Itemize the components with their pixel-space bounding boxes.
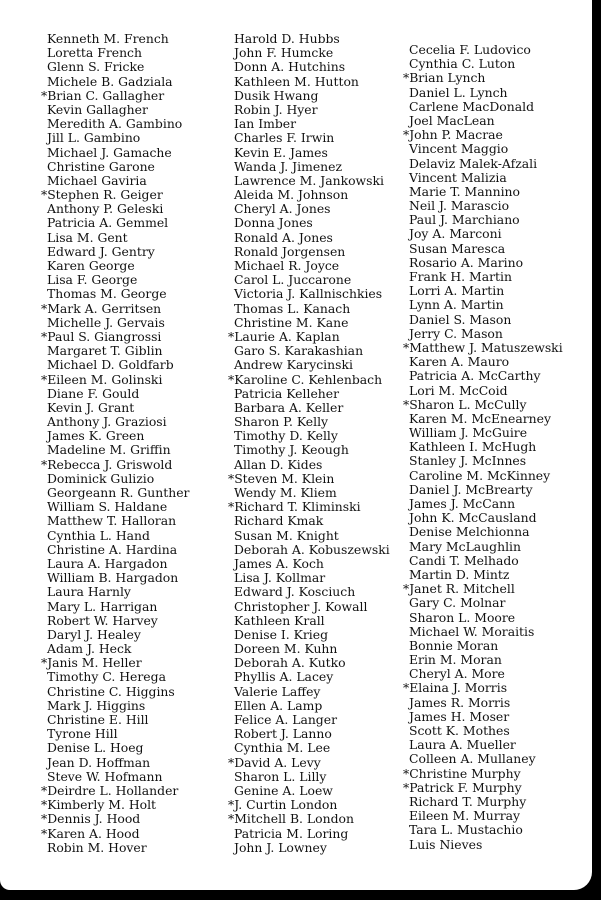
name-entry: Harold D. Hubbs	[234, 31, 340, 46]
name-entry: Margaret T. Giblin	[47, 343, 163, 359]
name-entry: Tyrone Hill	[47, 726, 118, 742]
name-entry: *Steven M. Klein	[228, 470, 335, 486]
name-entry: Robin M. Hover	[47, 839, 147, 855]
name-entry: Laura Harnly	[47, 584, 131, 600]
name-entry: Deborah A. Kutko	[234, 655, 346, 671]
name-entry: Thomas M. George	[47, 286, 167, 302]
name-entry: Ronald Jorgensen	[234, 243, 346, 259]
name-entry: Caroline M. McKinney	[409, 467, 551, 483]
name-entry: *J. Curtin London	[228, 797, 338, 813]
name-entry: James H. Moser	[409, 708, 510, 724]
name-entry: Timothy C. Herega	[47, 669, 166, 685]
name-entry: Susan Maresca	[409, 240, 506, 256]
name-entry: Timothy D. Kelly	[234, 428, 338, 444]
name-entry: Paul J. Marchiano	[409, 212, 520, 228]
name-entry: Bonnie Moran	[409, 637, 499, 653]
name-entry: James K. Green	[47, 428, 145, 444]
name-entry: Kathleen M. Hutton	[234, 73, 359, 89]
name-entry: Thomas L. Kanach	[234, 300, 351, 316]
name-entry: Donna Jones	[234, 215, 313, 231]
name-entry: Felice A. Langer	[234, 712, 337, 727]
name-entry: Meredith A. Gambino	[47, 116, 183, 132]
name-entry: Sharon P. Kelly	[234, 414, 329, 430]
name-entry: Lawrence M. Jankowski	[234, 172, 384, 188]
name-entry: Valerie Laffey	[234, 683, 321, 699]
name-entry: Deborah A. Kobuszewski	[234, 541, 390, 557]
name-entry: Michael Gaviria	[47, 172, 147, 188]
name-entry: Lisa F. George	[47, 272, 138, 288]
name-entry: *Stephen R. Geiger	[41, 187, 163, 203]
name-entry: Christine M. Kane	[234, 314, 349, 330]
name-entry: Luis Nieves	[409, 836, 483, 852]
name-entry: Cynthia L. Hand	[47, 527, 150, 543]
name-entry: *John P. Macrae	[403, 127, 503, 143]
name-entry: Colleen A. Mullaney	[409, 751, 536, 767]
name-entry: Robert W. Harvey	[47, 612, 158, 628]
name-entry: *Brian Lynch	[403, 70, 486, 86]
name-entry: Candi T. Melhado	[409, 552, 519, 568]
name-entry: Martin D. Mintz	[409, 566, 510, 582]
name-entry: Doreen M. Kuhn	[234, 641, 338, 657]
name-entry: Laura A. Mueller	[409, 737, 516, 753]
name-entry: *Deirdre L. Hollander	[41, 782, 179, 798]
name-entry: Michael J. Gamache	[47, 144, 172, 160]
name-entry: Patricia M. Loring	[234, 825, 349, 841]
name-entry: Joy A. Marconi	[409, 226, 502, 242]
name-entry: Neil J. Marascio	[409, 198, 510, 214]
name-entry: Dusik Hwang	[234, 87, 319, 103]
name-entry: Denise L. Hoeg	[47, 740, 144, 756]
name-entry: *Paul S. Giangrossi	[41, 328, 162, 344]
name-entry: Patricia A. Gemmel	[47, 215, 169, 231]
name-entry: *Karoline C. Kehlenbach	[228, 371, 383, 387]
name-entry: Susan M. Knight	[234, 527, 339, 543]
name-entry: Victoria J. Kallnischkies	[234, 286, 383, 302]
name-entry: Christine E. Hill	[47, 712, 149, 727]
name-entry: *Sharon L. McCully	[403, 396, 527, 412]
name-entry: Vincent Maggio	[409, 141, 509, 157]
name-entry: Gary C. Molnar	[409, 595, 506, 611]
name-entry: Lynn A. Martin	[409, 297, 504, 313]
name-column-1	[41, 31, 190, 855]
name-entry: Denise Melchionna	[409, 524, 530, 540]
name-entry: Jerry C. Mason	[409, 325, 503, 341]
name-entry: Michele B. Gadziala	[47, 73, 173, 89]
name-entry: *Elaina J. Morris	[403, 680, 508, 696]
name-entry: Cheryl A. More	[409, 666, 505, 682]
name-entry: Daniel J. McBrearty	[409, 481, 533, 497]
name-entry: Rosario A. Marino	[409, 254, 524, 270]
name-entry: Daryl J. Healey	[47, 626, 141, 642]
name-entry: Ellen A. Lamp	[234, 697, 323, 713]
name-entry: Garo S. Karakashian	[234, 343, 364, 359]
name-entry: Phyllis A. Lacey	[234, 669, 334, 685]
name-entry: Michael R. Joyce	[234, 258, 340, 273]
name-entry: Matthew T. Halloran	[47, 513, 177, 529]
name-entry: Kenneth M. French	[47, 31, 169, 46]
name-entry: Cynthia M. Lee	[234, 740, 331, 756]
name-entry: Anthony P. Geleski	[47, 201, 164, 217]
name-entry: James J. McCann	[409, 496, 516, 511]
name-column-2	[228, 31, 390, 855]
name-entry: Cynthia C. Luton	[409, 56, 516, 72]
name-entry: Eileen M. Murray	[409, 808, 521, 824]
name-entry: John J. Lowney	[234, 839, 327, 855]
name-entry: Charles F. Irwin	[234, 130, 335, 146]
name-entry: Andrew Karycinski	[234, 357, 353, 373]
name-entry: Robin J. Hyer	[234, 101, 318, 117]
name-entry: Timothy J. Keough	[234, 442, 349, 458]
name-entry: *Rebecca J. Griswold	[41, 456, 173, 472]
name-entry: Lorri A. Martin	[409, 283, 505, 299]
name-entry: Patricia Kelleher	[234, 385, 340, 401]
name-entry: James R. Morris	[409, 694, 511, 710]
name-entry: Michael W. Moraitis	[409, 623, 535, 639]
name-entry: Kathleen Krall	[234, 612, 325, 628]
name-entry: Michelle J. Gervais	[47, 314, 165, 330]
name-entry: Daniel L. Lynch	[409, 84, 508, 100]
name-entry: Patricia A. McCarthy	[409, 368, 541, 384]
name-entry: Stanley J. McInnes	[409, 453, 527, 469]
name-entry: *Laurie A. Kaplan	[228, 328, 340, 344]
name-entry: Michael D. Goldfarb	[47, 357, 174, 373]
name-entry: Lori M. McCoid	[409, 382, 508, 398]
name-entry: *Dennis J. Hood	[41, 811, 141, 827]
name-entry: Jill L. Gambino	[47, 130, 141, 146]
name-entry: William S. Haldane	[47, 499, 168, 515]
name-entry: Loretta French	[47, 45, 142, 61]
name-entry: *David A. Levy	[228, 754, 321, 770]
name-entry: Dominick Gulizio	[47, 470, 155, 486]
name-entry: Jean D. Hoffman	[47, 754, 151, 770]
name-entry: Wendy M. Kliem	[234, 485, 337, 500]
name-entry: Lisa J. Kollmar	[234, 570, 326, 586]
name-entry: Joel MacLean	[409, 112, 495, 128]
name-entry: Donn A. Hutchins	[234, 59, 346, 75]
name-entry: Christine Garone	[47, 158, 155, 174]
name-entry: Ronald A. Jones	[234, 229, 333, 245]
name-entry: *Christine Murphy	[403, 765, 521, 781]
name-entry: Robert J. Lanno	[234, 726, 332, 742]
name-entry: William J. McGuire	[409, 425, 528, 441]
name-entry: Adam J. Heck	[47, 641, 132, 657]
name-entry: William B. Hargadon	[47, 570, 179, 586]
name-entry: *Kimberly M. Holt	[41, 797, 157, 813]
name-entry: Richard Kmak	[234, 513, 324, 529]
name-entry: Scott K. Mothes	[409, 723, 510, 738]
name-entry: *Eileen M. Golinski	[41, 371, 163, 387]
name-entry: Edward J. Gentry	[47, 243, 155, 259]
name-entry: Karen M. McEnearney	[409, 410, 551, 426]
name-entry: *Matthew J. Matuszewski	[403, 339, 563, 355]
name-entry: Genine A. Loew	[234, 782, 333, 798]
name-entry: *Karen A. Hood	[41, 825, 140, 841]
name-entry: *Brian C. Gallagher	[41, 87, 165, 103]
name-entry: Glenn S. Fricke	[47, 59, 145, 75]
name-entry: Carol L. Juccarone	[234, 272, 352, 288]
name-entry: Ian Imber	[234, 116, 297, 132]
name-entry: Lisa M. Gent	[47, 229, 128, 245]
name-entry: Carlene MacDonald	[409, 98, 535, 114]
name-entry: Tara L. Mustachio	[409, 822, 523, 838]
name-entry: *Patrick F. Murphy	[403, 779, 522, 795]
name-entry: John F. Humcke	[234, 45, 334, 61]
name-entry: Georgeann R. Gunther	[47, 485, 190, 500]
name-entry: John K. McCausland	[409, 510, 537, 526]
name-entry: Kathleen I. McHugh	[409, 439, 537, 455]
name-entry: Steve W. Hofmann	[47, 768, 163, 784]
name-column-3	[403, 42, 563, 852]
name-entry: Barbara A. Keller	[234, 399, 344, 415]
name-entry: Richard T. Murphy	[409, 793, 527, 809]
name-entry: Sharon L. Lilly	[234, 768, 327, 784]
name-entry: Diane F. Gould	[47, 385, 140, 401]
name-entry: Edward J. Kosciuch	[234, 584, 356, 600]
name-entry: Mary McLaughlin	[409, 538, 521, 554]
name-entry: Daniel S. Mason	[409, 311, 512, 327]
name-entry: Denise I. Krieg	[234, 626, 329, 642]
name-entry: Vincent Malizia	[409, 169, 507, 185]
name-entry: Christine C. Higgins	[47, 683, 175, 699]
name-entry: *Janet R. Mitchell	[403, 581, 515, 597]
name-entry: Karen A. Mauro	[409, 354, 510, 370]
name-entry: James A. Koch	[234, 555, 324, 571]
name-entry: Christine A. Hardina	[47, 541, 178, 557]
name-entry: Sharon L. Moore	[409, 609, 516, 625]
name-entry: Anthony J. Graziosi	[47, 414, 167, 430]
name-entry: Allan D. Kides	[234, 456, 323, 472]
name-entry: Christopher J. Kowall	[234, 598, 368, 614]
name-entry: Aleida M. Johnson	[234, 187, 349, 203]
name-entry: Laura A. Hargadon	[47, 555, 168, 571]
name-entry: Madeline M. Griffin	[47, 442, 171, 458]
name-entry: Erin M. Moran	[409, 652, 502, 668]
name-entry: *Janis M. Heller	[41, 655, 142, 671]
name-entry: Cheryl A. Jones	[234, 201, 331, 217]
name-entry: Mark J. Higgins	[47, 697, 146, 713]
name-entry: Delaviz Malek-Afzali	[409, 155, 538, 171]
name-entry: *Mitchell B. London	[228, 811, 354, 827]
name-entry: Wanda J. Jimenez	[234, 158, 343, 174]
name-entry: Cecelia F. Ludovico	[409, 42, 531, 57]
name-entry: *Mark A. Gerritsen	[41, 300, 162, 316]
name-entry: Kevin Gallagher	[47, 101, 148, 117]
name-entry: Marie T. Mannino	[409, 183, 520, 199]
name-entry: Kevin J. Grant	[47, 399, 135, 415]
name-entry: *Richard T. Kliminski	[228, 499, 361, 515]
name-entry: Kevin E. James	[234, 144, 328, 160]
name-entry: Frank H. Martin	[409, 269, 512, 284]
name-entry: Mary L. Harrigan	[47, 598, 158, 614]
name-entry: Karen George	[47, 258, 135, 273]
